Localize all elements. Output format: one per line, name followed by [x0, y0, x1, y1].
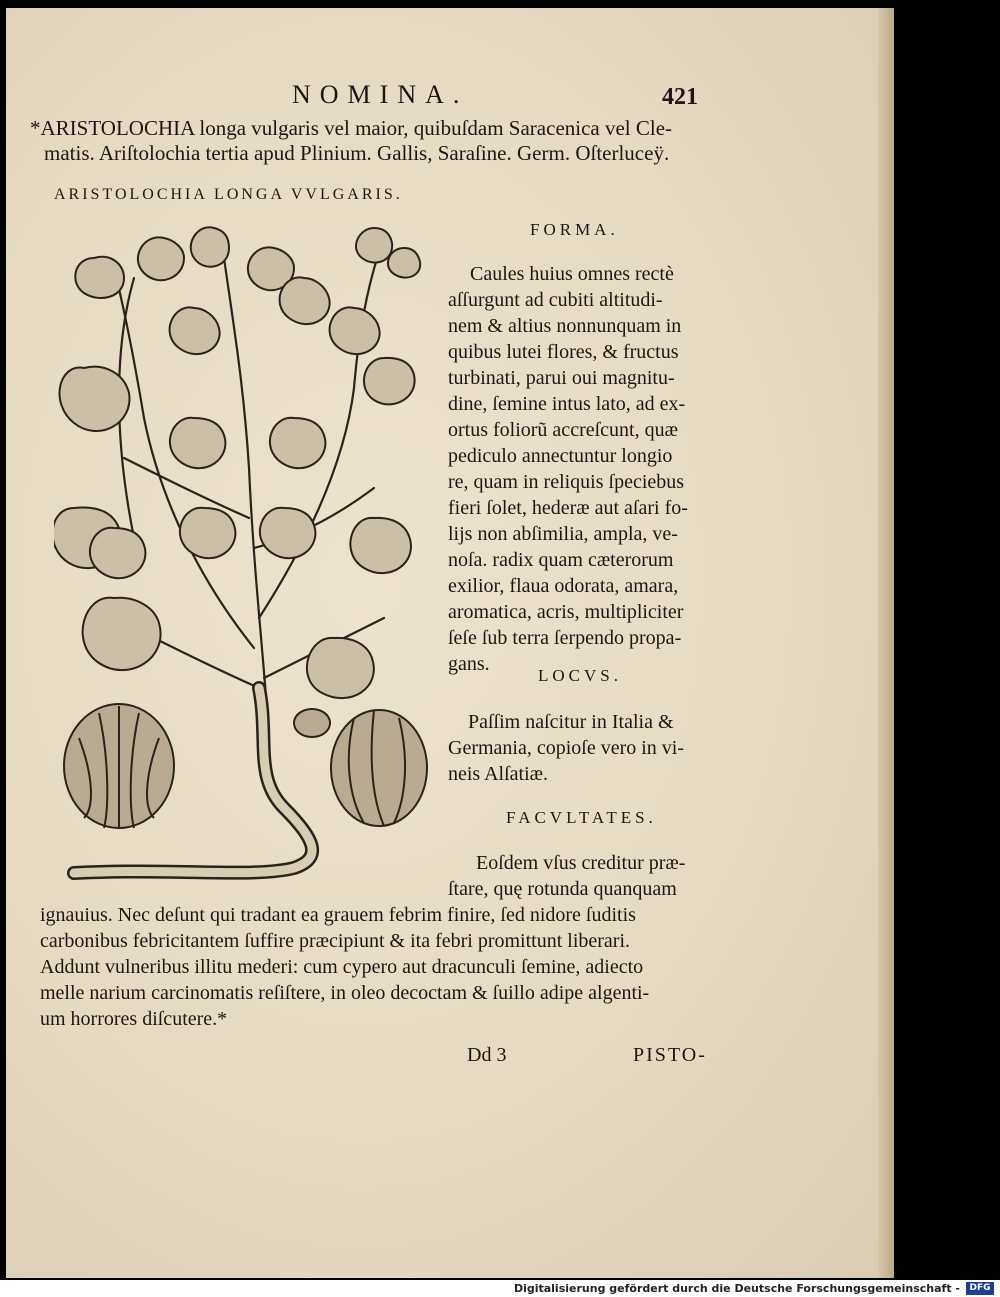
digitization-credit: Digitalisierung gefördert durch die Deutsche Forschungsgemeinschaft -: [513, 1282, 960, 1295]
running-head: NOMINA.: [292, 80, 469, 109]
facultates-line: ſtare, quę rotunda quanquam: [448, 878, 677, 900]
forma-line: nem & altius nonnunquam in: [448, 315, 682, 337]
aristolochia-woodcut-illustration: [54, 218, 434, 886]
forma-line: turbinati, parui oui magnitu-: [448, 367, 675, 389]
locus-line: neis Alſatiæ.: [448, 763, 548, 785]
facultates-line: um horrores diſcutere.*: [40, 1008, 228, 1030]
forma-line: fieri ſolet, hederæ aut aſari fo-: [448, 497, 688, 519]
forma-line: aſſurgunt ad cubiti altitudi-: [448, 289, 663, 311]
forma-line: ſeſe ſub terra ſerpendo propa-: [448, 627, 682, 649]
catchword: PISTO-: [633, 1044, 707, 1066]
forma-line: quibus lutei flores, & fructus: [448, 341, 679, 363]
section-heading-facultates: FACVLTATES.: [506, 808, 657, 827]
forma-line: exilior, flaua odorata, amara,: [448, 575, 679, 597]
forma-line: dine, ſemine intus lato, ad ex-: [448, 393, 686, 415]
facultates-line: Addunt vulneribus illitu mederi: cum cypero aut dracunculi ſemine, adiecto: [40, 956, 644, 978]
facultates-line: ignauius. Nec deſunt qui tradant ea grauem febrim finire, ſed nidore ſuditis: [40, 904, 636, 926]
dfg-logo: DFG: [966, 1282, 994, 1295]
forma-line: Caules huius omnes rectè: [470, 263, 674, 285]
locus-line: Paſſim naſcitur in Italia &: [468, 711, 674, 733]
facultates-line: Eoſdem vſus creditur præ-: [476, 852, 686, 874]
forma-line: gans.: [448, 653, 490, 675]
facultates-line: melle narium carcinomatis reſiſtere, in oleo decoctam & ſuillo adipe algenti-: [40, 982, 650, 1004]
page-edge: [878, 8, 894, 1278]
signature-mark: Dd 3: [467, 1044, 507, 1066]
facultates-line: carbonibus febricitantem ſuffire præcipiunt & ita febri promittunt liberari.: [40, 930, 631, 952]
forma-line: lijs non abſimilia, ampla, ve-: [448, 523, 678, 545]
section-heading-forma: FORMA.: [530, 220, 619, 239]
page-number: 421: [662, 84, 698, 110]
section-heading-locus: LOCVS.: [538, 666, 622, 685]
forma-line: re, quam in reliquis ſpeciebus: [448, 471, 685, 493]
nomina-line: matis. Ariſtolochia tertia apud Plinium. Gallis, Saraſine. Germ. Oſterluceÿ.: [44, 141, 670, 165]
forma-line: pediculo annectuntur longio: [448, 445, 673, 467]
forma-line: ortus foliorũ accreſcunt, quæ: [448, 419, 678, 441]
forma-line: noſa. radix quam cæterorum: [448, 549, 674, 571]
illustration-caption: ARISTOLOCHIA LONGA VVLGARIS.: [54, 186, 403, 203]
forma-line: aromatica, acris, multipliciter: [448, 601, 684, 623]
locus-line: Germania, copioſe vero in vi-: [448, 737, 685, 759]
nomina-line: *ARISTOLOCHIA longa vulgaris vel maior, quibuſdam Saracenica vel Cle-: [30, 116, 673, 140]
